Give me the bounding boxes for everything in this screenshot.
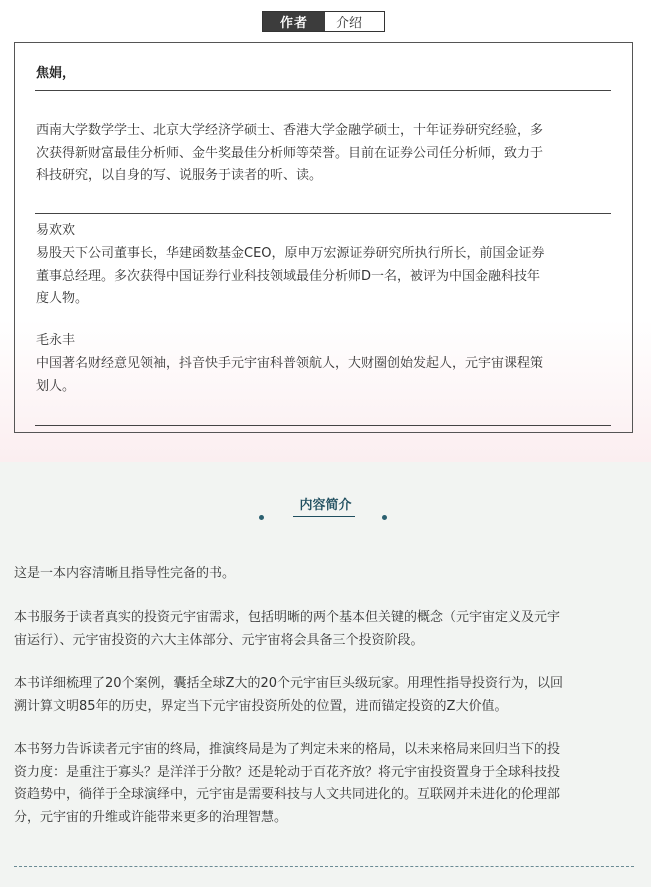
author-bio-2-line-3: 度人物。 (36, 291, 89, 306)
intro-paragraph-4-line-4: 分，元宇宙的升维或许能带来更多的治理智慧。 (14, 809, 288, 825)
intro-paragraph-2-line-1: 本书服务于读者真实的投资元宇宙需求，包括明晰的两个基本但关键的概念（元宇宙定义及元宇 (14, 610, 561, 625)
divider (35, 213, 611, 214)
decor-dot-left (259, 515, 264, 520)
author-bio-1-line-1: 西南大学数学学士、北京大学经济学硕士、香港大学金融学硕士，十年证券研究经验，多 (36, 123, 544, 138)
intro-paragraph-3-line-1: 本书详细梳理了20个案例，囊括全球Z大的20个元宇宙巨头级玩家。用理性指导投资行为，以回 (14, 676, 563, 691)
intro-title: 内容简介 (299, 498, 352, 513)
dashed-divider (14, 866, 634, 867)
author-bio-1-line-3: 科技研究，以自身的写、说服务于读者的听、读。 (36, 168, 323, 183)
author-name-1: 焦娟， (36, 66, 76, 81)
author-intro-tab (262, 11, 385, 32)
intro-paragraph-4-line-2: 资力度：是重注于寡头？是洋洋于分散？还是轮动于百花齐放？将元宇宙投资置身于全球科技投 (14, 764, 561, 780)
intro-paragraph-4-line-3: 资趋势中，徜徉于全球演绎中，元宇宙是需要科技与人文共同进化的。互联网并未进化的伦理部 (14, 787, 561, 802)
intro-paragraph-4-line-1: 本书努力告诉读者元宇宙的终局，推演终局是为了判定未来的格局，以未来格局来回归当下的投 (14, 742, 561, 757)
author-name-3: 毛永丰 (36, 333, 76, 348)
intro-tab-label: 介绍 (325, 12, 384, 31)
decor-dot-right (382, 515, 387, 520)
intro-paragraph-2-line-2: 宙运行）、元宇宙投资的六大主体部分、元宇宙将会具备三个投资阶段。 (14, 632, 424, 648)
author-bio-2-line-1: 易股天下公司董事长，华建函数基金CEO，原申万宏源证券研究所执行所长，前国金证券 (36, 246, 545, 261)
author-bio-3-line-2: 划人。 (36, 378, 76, 394)
author-bio-1-line-2: 次获得新财富最佳分析师、金牛奖最佳分析师等荣誉。目前在证券公司任分析师，致力于 (36, 145, 544, 161)
intro-paragraph-3-line-2: 溯计算文明85年的历史，界定当下元宇宙投资所处的位置，进而锚定投资的Z大价值。 (14, 698, 508, 714)
author-name-2: 易欢欢 (36, 223, 76, 238)
author-tab-label: 作者 (263, 12, 325, 31)
divider (35, 425, 611, 426)
divider (35, 90, 611, 91)
intro-title-underline (293, 516, 355, 517)
intro-paragraph-1-line-1: 这是一本内容清晰且指导性完备的书。 (14, 566, 236, 581)
author-bio-2-line-2: 董事总经理。多次获得中国证券行业科技领域最佳分析师D一名，被评为中国金融科技年 (36, 268, 541, 284)
author-bio-3-line-1: 中国著名财经意见领袖，抖音快手元宇宙科普领航人，大财圈创始发起人，元宇宙课程策 (36, 356, 544, 371)
